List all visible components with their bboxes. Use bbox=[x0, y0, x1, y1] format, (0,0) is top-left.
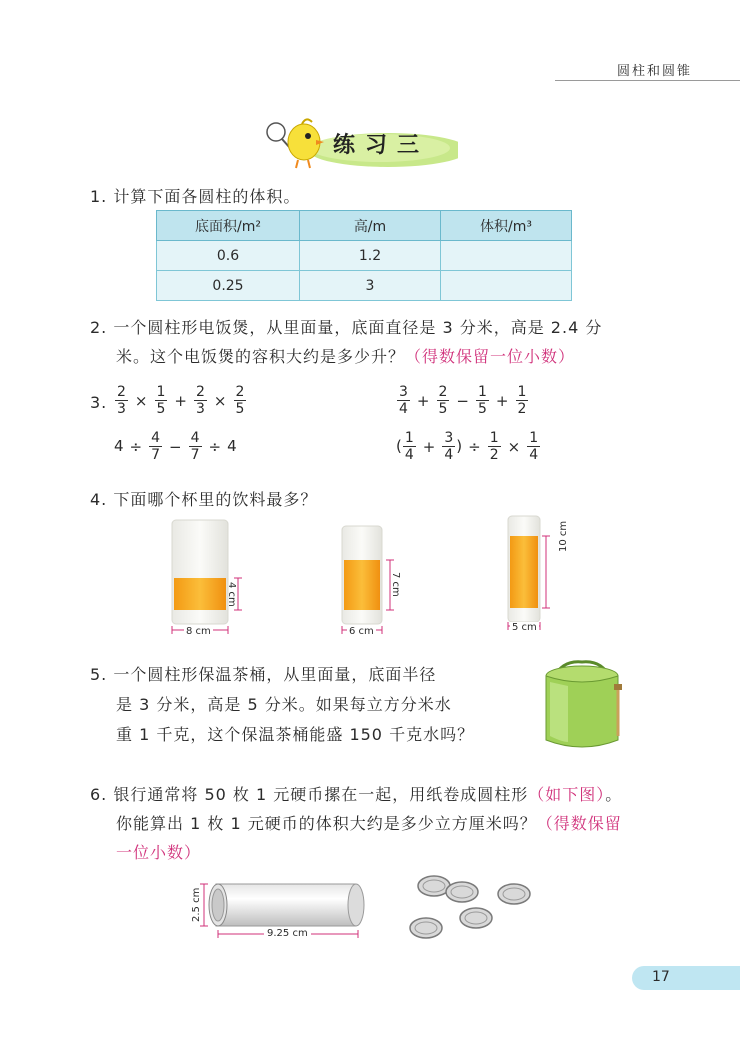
question-number-3: 3. bbox=[90, 393, 108, 412]
header-divider bbox=[555, 80, 740, 81]
paren-open: ( bbox=[396, 437, 402, 455]
volume-table bbox=[156, 210, 572, 301]
numerator: 2 bbox=[438, 384, 448, 400]
exercise-title: 练习三 bbox=[333, 133, 430, 158]
chapter-title: 圆柱和圆锥 bbox=[616, 64, 692, 79]
numerator: 3 bbox=[399, 384, 408, 400]
operand: 4 bbox=[114, 437, 124, 455]
operator: + bbox=[422, 437, 436, 456]
operand: 4 bbox=[227, 437, 237, 455]
table-header-cell: 体积/m³ bbox=[441, 211, 572, 241]
question-text: 你能算出 1 枚 1 元硬币的体积大约是多少立方厘米吗？ bbox=[116, 814, 537, 833]
table-cell: 0.25 bbox=[157, 271, 300, 301]
cup-1 bbox=[172, 520, 242, 634]
denominator: 7 bbox=[190, 447, 200, 463]
numerator: 1 bbox=[529, 430, 539, 446]
expression-1 bbox=[114, 384, 247, 417]
operator: ÷ bbox=[468, 437, 481, 456]
table-cell bbox=[441, 271, 572, 301]
question-text: 下面哪个杯里的饮料最多？ bbox=[113, 490, 318, 509]
rounding-note: （得数保留一位小数） bbox=[405, 347, 576, 366]
operator: − bbox=[456, 391, 469, 410]
table-row bbox=[157, 241, 572, 271]
coins-icon bbox=[404, 872, 540, 944]
operator: × bbox=[507, 437, 521, 456]
table-row bbox=[157, 271, 572, 301]
figure-note: （如下图） bbox=[528, 785, 606, 804]
roll-length-label: 9.25 cm bbox=[264, 928, 311, 939]
punctuation: 。 bbox=[605, 785, 623, 804]
rounding-note: （得数保留 bbox=[536, 814, 622, 833]
question-text: 一个圆柱形电饭煲，从里面量，底面直径是 3 分米，高是 2.4 分 bbox=[113, 318, 603, 337]
denominator: 2 bbox=[489, 447, 499, 463]
table-cell: 3 bbox=[300, 271, 441, 301]
cup-1-width-label: 8 cm bbox=[186, 626, 211, 637]
operator: − bbox=[169, 437, 182, 456]
question-6 bbox=[90, 782, 622, 805]
expression-4 bbox=[396, 430, 541, 463]
denominator: 5 bbox=[478, 401, 487, 417]
numerator: 1 bbox=[478, 384, 487, 400]
rounding-note-continued: 一位小数） bbox=[116, 843, 202, 862]
numerator: 4 bbox=[190, 430, 200, 446]
table-header-row bbox=[157, 211, 572, 241]
denominator: 4 bbox=[529, 447, 539, 463]
cup-3-height-label: 10 cm bbox=[558, 520, 569, 552]
denominator: 3 bbox=[117, 401, 126, 417]
question-text: 一个圆柱形保温茶桶，从里面量，底面半径 bbox=[113, 665, 437, 684]
numerator: 3 bbox=[444, 430, 454, 446]
question-4 bbox=[90, 487, 317, 510]
cup-3 bbox=[508, 516, 550, 630]
denominator: 5 bbox=[156, 401, 166, 417]
denominator: 4 bbox=[399, 401, 408, 417]
cup-1-height-label: 4 cm bbox=[226, 582, 237, 607]
operator: + bbox=[495, 391, 509, 410]
numerator: 4 bbox=[151, 430, 161, 446]
operator: + bbox=[174, 391, 187, 410]
numerator: 2 bbox=[117, 384, 126, 400]
question-text: 米。这个电饭煲的容积大约是多少升？ bbox=[116, 347, 406, 366]
operator: ÷ bbox=[129, 437, 143, 456]
operator: + bbox=[416, 391, 430, 410]
page-number: 17 bbox=[652, 969, 670, 985]
question-6-line2 bbox=[116, 811, 622, 834]
numerator: 1 bbox=[517, 384, 527, 400]
numerator: 1 bbox=[404, 430, 414, 446]
tea-bucket-icon bbox=[538, 656, 626, 754]
expression-3 bbox=[114, 430, 237, 463]
denominator: 7 bbox=[151, 447, 161, 463]
denominator: 4 bbox=[444, 447, 454, 463]
question-number: 1. bbox=[90, 187, 108, 206]
question-number: 2. bbox=[90, 318, 108, 337]
table-cell: 0.6 bbox=[157, 241, 300, 271]
cup-2-width-label: 6 cm bbox=[349, 626, 374, 637]
cup-2 bbox=[342, 526, 394, 634]
numerator: 1 bbox=[156, 384, 166, 400]
question-2-line2 bbox=[116, 344, 575, 367]
numerator: 2 bbox=[235, 384, 245, 400]
numerator: 1 bbox=[489, 430, 499, 446]
table-header-cell: 高/m bbox=[300, 211, 441, 241]
question-number: 6. bbox=[90, 785, 108, 804]
operator: ÷ bbox=[208, 437, 222, 456]
question-text: 银行通常将 50 枚 1 元硬币摞在一起，用纸卷成圆柱形 bbox=[113, 785, 529, 804]
expression-2 bbox=[396, 384, 529, 417]
cup-3-width-label: 5 cm bbox=[512, 622, 537, 633]
question-text: 计算下面各圆柱的体积。 bbox=[113, 187, 301, 206]
question-text: 是 3 分米，高是 5 分米。如果每立方分米水 bbox=[116, 695, 452, 714]
denominator: 5 bbox=[438, 401, 448, 417]
operator: × bbox=[213, 391, 227, 410]
denominator: 5 bbox=[235, 401, 245, 417]
question-number: 5. bbox=[90, 665, 108, 684]
roll-height-label: 2.5 cm bbox=[191, 887, 202, 922]
question-1 bbox=[90, 184, 300, 207]
numerator: 2 bbox=[196, 384, 205, 400]
page-number-tab bbox=[632, 966, 740, 990]
table-cell bbox=[441, 241, 572, 271]
denominator: 4 bbox=[404, 447, 414, 463]
cup-2-height-label: 7 cm bbox=[390, 572, 401, 597]
table-header-cell: 底面积/m² bbox=[157, 211, 300, 241]
denominator: 3 bbox=[196, 401, 205, 417]
paren-close: ) bbox=[456, 437, 463, 455]
operator: × bbox=[134, 391, 148, 410]
question-2 bbox=[90, 315, 602, 338]
question-number: 4. bbox=[90, 490, 108, 509]
table-cell: 1.2 bbox=[300, 241, 441, 271]
question-text: 重 1 千克，这个保温茶桶能盛 150 千克水吗？ bbox=[116, 725, 475, 744]
question-5 bbox=[90, 662, 436, 685]
denominator: 2 bbox=[517, 401, 527, 417]
